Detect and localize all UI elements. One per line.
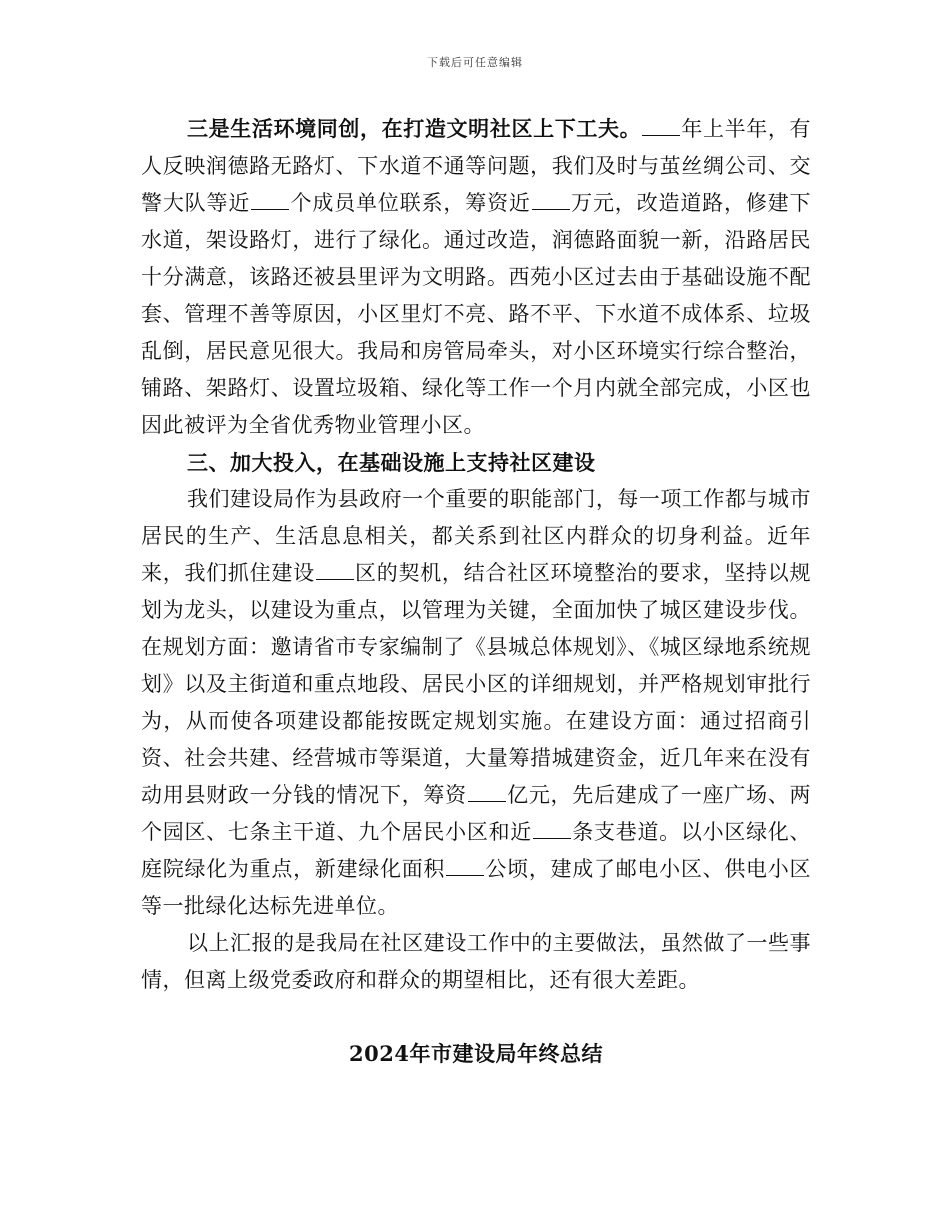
blank-line	[533, 820, 571, 839]
paragraph-lead: 三是生活环境同创，在打造文明社区上下工夫。	[187, 116, 642, 141]
paragraph-text: 我们建设局作为县政府一个重要的职能部门，每一项工作都与城市居民的生产、生活息息相关，都关系到社区内群众的切身利益。近年来，我们抓住建设	[141, 487, 811, 585]
blank-line	[468, 783, 506, 802]
blank-line	[532, 191, 570, 210]
paragraph-text: 区的契机，结合社区环境整治的要求，坚持以规划为龙头，以建设为重点，以管理为关键，全面加快了城区建设步伐。在规划方面：邀请省市专家编制了《县城总体规划》、《城区绿地系统规划》以及主街道和重点地段、居民小区的详细规划，并严格规划审批行为，从而使各项建设都能按既定规划实施。在建设方面：通过招商引资、社会共建、经营城市等渠道，大量筹措城建资金，近几年来在没有动用县财政一分钱的情况下，筹资	[141, 561, 812, 807]
header-note: 下载后可任意编辑	[427, 56, 523, 69]
section-heading: 三、加大投入，在基础设施上支持社区建设	[187, 450, 596, 475]
paragraph-text: 个成员单位联系，筹资近	[290, 191, 531, 215]
document-body	[141, 110, 811, 1072]
paragraph-text: 万元，改造道路，修建下水道，架设路灯，进行了绿化。通过改造，润德路面貌一新，沿路居民十分满意，该路还被县里评为文明路。西苑小区过去由于基础设施不配套、管理不善等原因，小区里灯不亮、路不平、下水道不成体系、垃圾乱倒，居民意见很大。我局和房管局牵头，对小区环境实行综合整治，铺路、架路灯、设置垃圾箱、绿化等工作一个月内就全部完成，小区也因此被评为全省优秀物业管理小区。	[141, 191, 812, 437]
paragraph-text: 公顷，建成了邮电小区、供电小区等一批绿化达标先进单位。	[141, 857, 812, 918]
paragraph-living-environment	[141, 110, 811, 444]
paragraph-infrastructure	[141, 481, 811, 925]
blank-line	[316, 561, 354, 580]
blank-line	[251, 191, 289, 210]
paragraph-summary: 以上汇报的是我局在社区建设工作中的主要做法，虽然做了一些事情，但离上级党委政府和群众的期望相比，还有很大差距。	[141, 931, 811, 992]
blank-line	[642, 117, 680, 136]
paragraph-text: 亿元，先后建成了一座广场、两个园区、七条主干道、九个居民小区和近	[141, 783, 812, 844]
document-title: 2024年市建设局年终总结	[349, 1041, 603, 1066]
blank-line	[446, 857, 484, 876]
paragraph-text: 条支巷道。以小区绿化、庭院绿化为重点，新建绿化面积	[141, 820, 812, 881]
paragraph-text: 年上半年，有人反映润德路无路灯、下水道不通等问题，我们及时与茧丝绸公司、交警大队等近	[141, 117, 812, 215]
